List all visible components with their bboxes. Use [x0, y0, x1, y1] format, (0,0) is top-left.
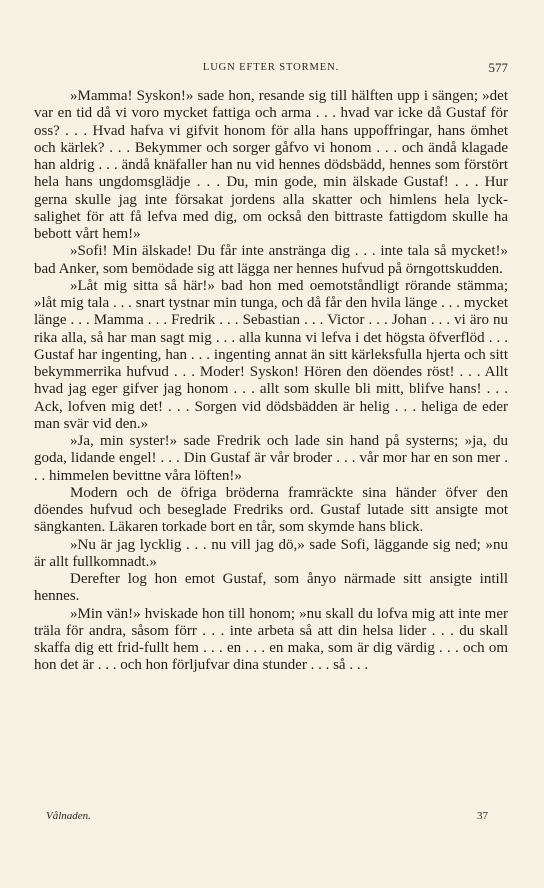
- paragraph: »Sofi! Min älskade! Du får inte anstränga dig . . . inte tala så mycket!» bad Anker, som bemödade sig att lägga ner hennes hufvud på örngottskudden.: [34, 243, 508, 277]
- paragraph: »Mamma! Syskon!» sade hon, resande sig till hälften upp i sängen; »det var en tid då vi voro mycket fattiga och arma . . . hvad var icke då Gustaf för oss? . . . Hvad hafva vi gifvit honom för alla hans uppoffringar, hans ömhet och kärlek? . . . Bekymmer och sorger gåfvo vi honom . . . och ändå klagade han aldrig . . . ändå knäfaller han nu vid hennes dödsbädd, hennes som förstört hela hans ungdomsglädje . . . Du, min gode, min älskade Gustaf! . . . Hur gerna skulle jag inte försakat jordens alla skatter och himlens hela lyck-salighet för att få lefva med dig, om också den bittraste fattigdom skulle ha bebott vårt hem!»: [34, 88, 508, 242]
- paragraph: Modern och de öfriga bröderna framräckte sina händer öfver den döendes hufvud och beseglade Fredriks ord. Gustaf lutade sitt ansigte mot sängkanten. Läkaren torkade bort en tår, som skymde hans blick.: [34, 484, 508, 536]
- running-head: LUGN EFTER STORMEN.: [202, 62, 340, 73]
- paragraph: »Låt mig sitta så här!» bad hon med oemotståndligt rörande stämma; »låt mig tala . . . snart tystnar min tunga, och då får den hvila länge . . . mycket länge . . . Mamma . . . Fredrik . . . Sebastian . . . Victor . . . Johan . . . vi äro nu rika alla, så har man sagt mig . . . alla kunna vi lefva i det högsta öfverflöd . . . Gustaf har ingenting, han . . . ingenting annat än sitt kärleksfulla hjerta och sitt bekymmerrika hufvud . . . Moder! Syskon! Hören den döendes röst! . . . Allt hvad jag eger gifver jag honom . . . allt som skulle bli mitt, blifve hans! . . . Ack, lofven mig det! . . . Sorgen vid dödsbädden är helig . . . heliga de eder man svär vid den.»: [34, 277, 508, 432]
- page-number: 577: [488, 60, 508, 75]
- footer-book-title: Vålnaden.: [46, 810, 91, 822]
- paragraph: »Min vän!» hviskade hon till honom; »nu skall du lofva mig att inte mer träla för andra, såsom förr . . . inte arbeta så att din helsa lider . . . du skall skaffa dig ett frid-fullt hem . . . en . . . en maka, som är dig värdig . . . och om hon det är . . . och hon förljufvar dina stunder . . . så . . .: [34, 605, 508, 674]
- signature-mark: 37: [477, 810, 488, 822]
- page-header: [34, 60, 508, 78]
- paragraph: »Nu är jag lycklig . . . nu vill jag dö,» sade Sofi, läggande sig ned; »nu är allt fullkomnadt.»: [34, 536, 508, 570]
- paragraph: Derefter log hon emot Gustaf, som ånyo närmade sitt ansigte intill hennes.: [34, 571, 508, 605]
- paragraph: »Ja, min syster!» sade Fredrik och lade sin hand på systerns; »ja, du goda, lidande engel! . . . Din Gustaf är vår broder . . . vår mor har en son mer . . . himmelen bevittne våra löften!»: [34, 433, 508, 484]
- body-text: [34, 88, 508, 675]
- page-footer: [46, 810, 488, 826]
